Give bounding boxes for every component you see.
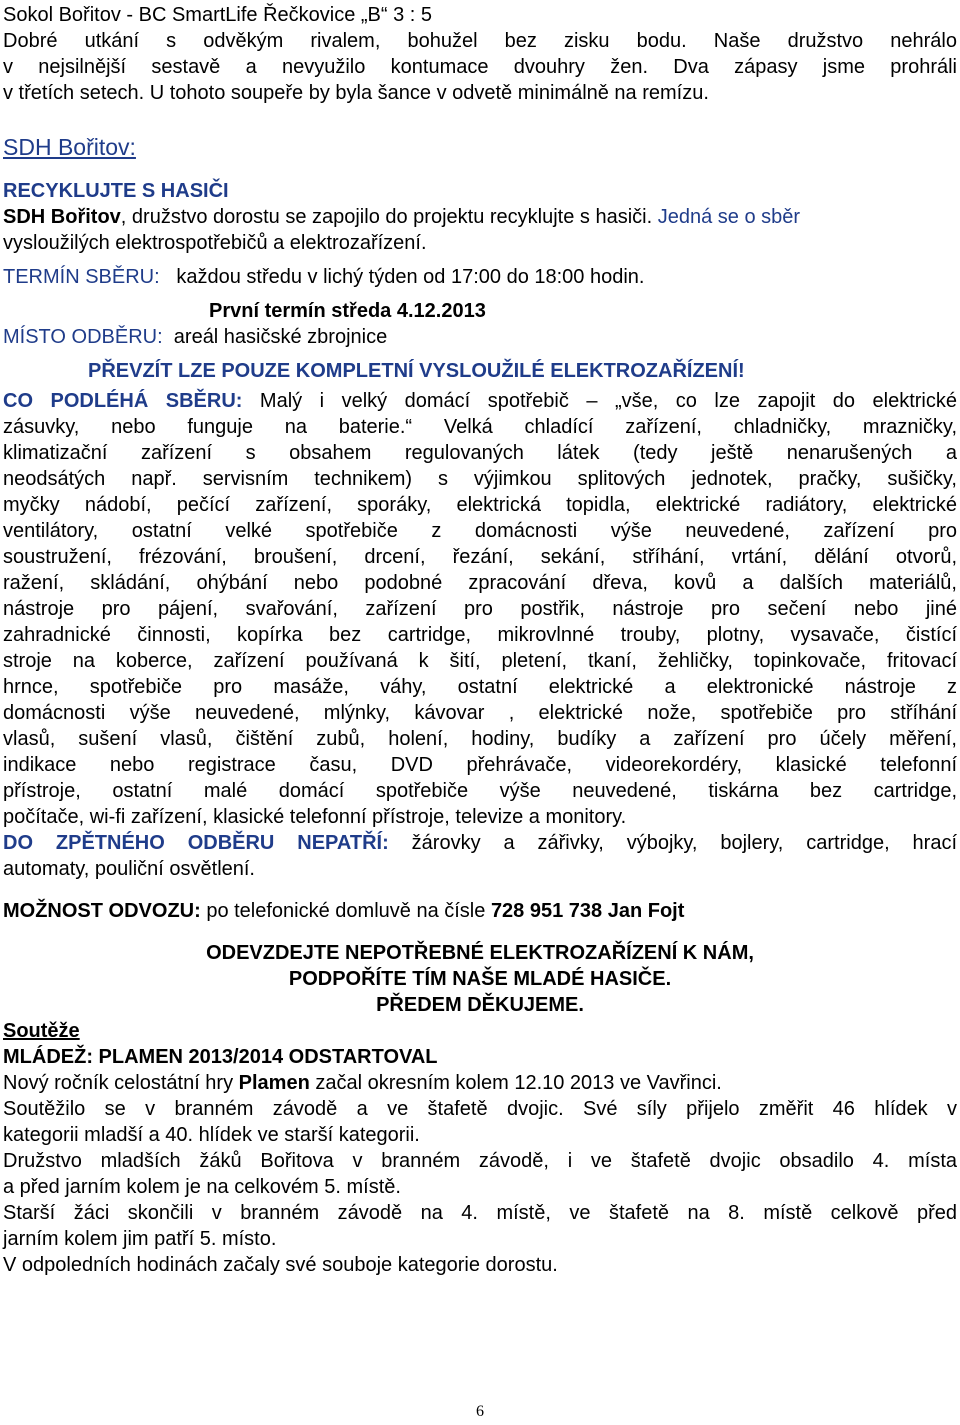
sdh-intro-blue: Jedná se o sběr [652, 206, 801, 228]
pickup-value: po telefonické domluvě na čísle [200, 900, 491, 922]
what-row: klimatizační zařízení s obsahem regulovaných látek (tedy ještě nenarušených a [3, 442, 957, 464]
what-row-1: CO PODLÉHÁ SBĚRU: Malý i velký domácí spotřebič – „vše, co lze zapojit do elektrické [3, 390, 957, 412]
term-row [3, 264, 957, 290]
pickup-label: MOŽNOST ODVOZU: [3, 900, 201, 922]
sdh-subheading: RECYKLUJTE S HASIČI [3, 180, 229, 202]
what-row: ražení, skládání, ohýbání nebo podobné zpracování dřeva, kovů a dalších materiálů, [3, 572, 957, 594]
sokol-line-2: v nejsilnější sestavě a nevyužilo kontumace dvouhry žen. Dva zápasy jsme prohráli [3, 56, 957, 78]
page-number: 6 [476, 1403, 484, 1420]
not-line2: automaty, pouliční osvětlení. [3, 858, 255, 880]
sokol-line-1: Dobré utkání s odvěkým rivalem, bohužel bez zisku bodu. Naše družstvo nehrálo [3, 30, 957, 52]
pickup-row [3, 898, 957, 924]
what-row: hrnce, spotřebiče pro masáže, váhy, ostatní elektrické a elektronické nástroje z [3, 676, 957, 698]
souteze-line-4: Družstvo mladších žáků Bořitova v branném závodě, i ve štafetě dvojic obsadilo 4. místa [3, 1150, 957, 1172]
souteze-heading: Soutěže [3, 1020, 80, 1042]
sdh-intro-line2: vysloužilých elektrospotřebičů a elektrozařízení. [3, 232, 427, 254]
closing-line-3: PŘEDEM DĚKUJEME. [376, 994, 584, 1016]
term-value: každou středu v lichý týden od 17:00 do 18:00 hodin. [176, 266, 645, 288]
place-row [3, 324, 957, 350]
what-row: domácnosti výše neuvedené, mlýnky, kávovar , elektrické nože, spotřebiče pro stříhání [3, 702, 957, 724]
souteze-line-8: V odpoledních hodinách začaly své souboje kategorie dorostu. [3, 1254, 558, 1276]
what-row: vlasů, sušení vlasů, čištění zubů, holení, hodiny, budíky a zařízení pro účely měření, [3, 728, 957, 750]
what-row: neodsátých např. servisním technikem) s výjimkou splitových jednotek, pračky, sušičky, [3, 468, 957, 490]
souteze-line-6: Starší žáci skončili v branném závodě na 4. místě, ve štafetě na 8. místě celkově před [3, 1202, 957, 1224]
sokol-line-3: v třetích setech. U tohoto soupeře by byla šance v odvetě minimálně na remízu. [3, 82, 709, 104]
souteze-line-3: kategorii mladší a 40. hlídek ve starší kategorii. [3, 1124, 420, 1146]
not-row [3, 830, 957, 856]
sdh-heading: SDH Bořitov: [3, 134, 136, 160]
sokol-heading: Sokol Bořitov - BC SmartLife Řečkovice „B“ 3 : 5 [3, 4, 433, 26]
what-last: počítače, wi-fi zařízení, klasické telefonní přístroje, televize a monitory. [3, 806, 627, 828]
what-row: soustružení, frézování, broušení, drcení, řezání, sekání, stříhání, vrtání, dělání otvorů, [3, 546, 957, 568]
place-value: areál hasičské zbrojnice [173, 326, 388, 348]
souteze-line-5: a před jarním kolem je na celkovém 5. místě. [3, 1176, 401, 1198]
closing-line-1: ODEVZDEJTE NEPOTŘEBNÉ ELEKTROZAŘÍZENÍ K NÁM, [206, 942, 754, 964]
what-row: zásuvky, nebo funguje na baterie.“ Velká chladící zařízení, chladničky, mrazničky, [3, 416, 957, 438]
what-row: indikace nebo registrace času, DVD přehrávače, videorekordéry, klasické telefonní [3, 754, 957, 776]
what-row: přístroje, ostatní malé domácí spotřebiče výše neuvedené, tiskárna bez cartridge, [3, 780, 957, 802]
place-label: MÍSTO ODBĚRU: [3, 326, 163, 348]
what-row: stroje na koberce, zařízení používaná k šití, pletení, tkaní, žehličky, topinkovače, fritovací [3, 650, 957, 672]
souteze-subheading: MLÁDEŽ: PLAMEN 2013/2014 ODSTARTOVAL [3, 1046, 438, 1068]
not-value: žárovky a zářivky, výbojky, bojlery, cartridge, hrací [388, 832, 958, 854]
pickup-phone: 728 951 738 Jan Fojt [490, 900, 685, 922]
document-page [3, 2, 957, 1278]
souteze-line-1: Nový ročník celostátní hry Plamen začal okresním kolem 12.10 2013 ve Vavřinci. [3, 1072, 722, 1094]
what-row: myčky nádobí, pečící zařízení, sporáky, elektrická topidla, elektrické radiátory, elektrické [3, 494, 957, 516]
sdh-intro-bold: SDH Bořitov [3, 206, 121, 228]
what-row: nástroje pro pájení, svařování, zařízení pro postřik, nástroje pro sečení nebo jiné [3, 598, 957, 620]
not-label: DO ZPĚTNÉHO ODBĚRU NEPATŘÍ: [3, 832, 389, 854]
what-row: zahradnické činnosti, kopírka bez cartridge, mikrovlnné trouby, plotny, vysavače, čistící [3, 624, 957, 646]
notice: PŘEVZÍT LZE POUZE KOMPLETNÍ VYSLOUŽILÉ ELEKTROZAŘÍZENÍ! [88, 360, 745, 382]
closing-line-2: PODPOŘÍTE TÍM NAŠE MLADÉ HASIČE. [288, 968, 672, 990]
souteze-line-2: Soutěžilo se v branném závodě a ve štafetě dvojic. Své síly přijelo změřit 46 hlídek v [3, 1098, 957, 1120]
souteze-line-7: jarním kolem jim patří 5. místo. [3, 1228, 277, 1250]
first-term: První termín středa 4.12.2013 [209, 300, 486, 322]
sdh-intro [3, 204, 957, 230]
sdh-intro-rest: , družstvo dorostu se zapojilo do projektu recyklujte s hasiči. [120, 206, 653, 228]
what-row: ventilátory, ostatní velké spotřebiče z domácnosti výše neuvedené, zařízení pro [3, 520, 957, 542]
term-label: TERMÍN SBĚRU: [3, 266, 160, 288]
what-label: CO PODLÉHÁ SBĚRU: [3, 390, 243, 412]
